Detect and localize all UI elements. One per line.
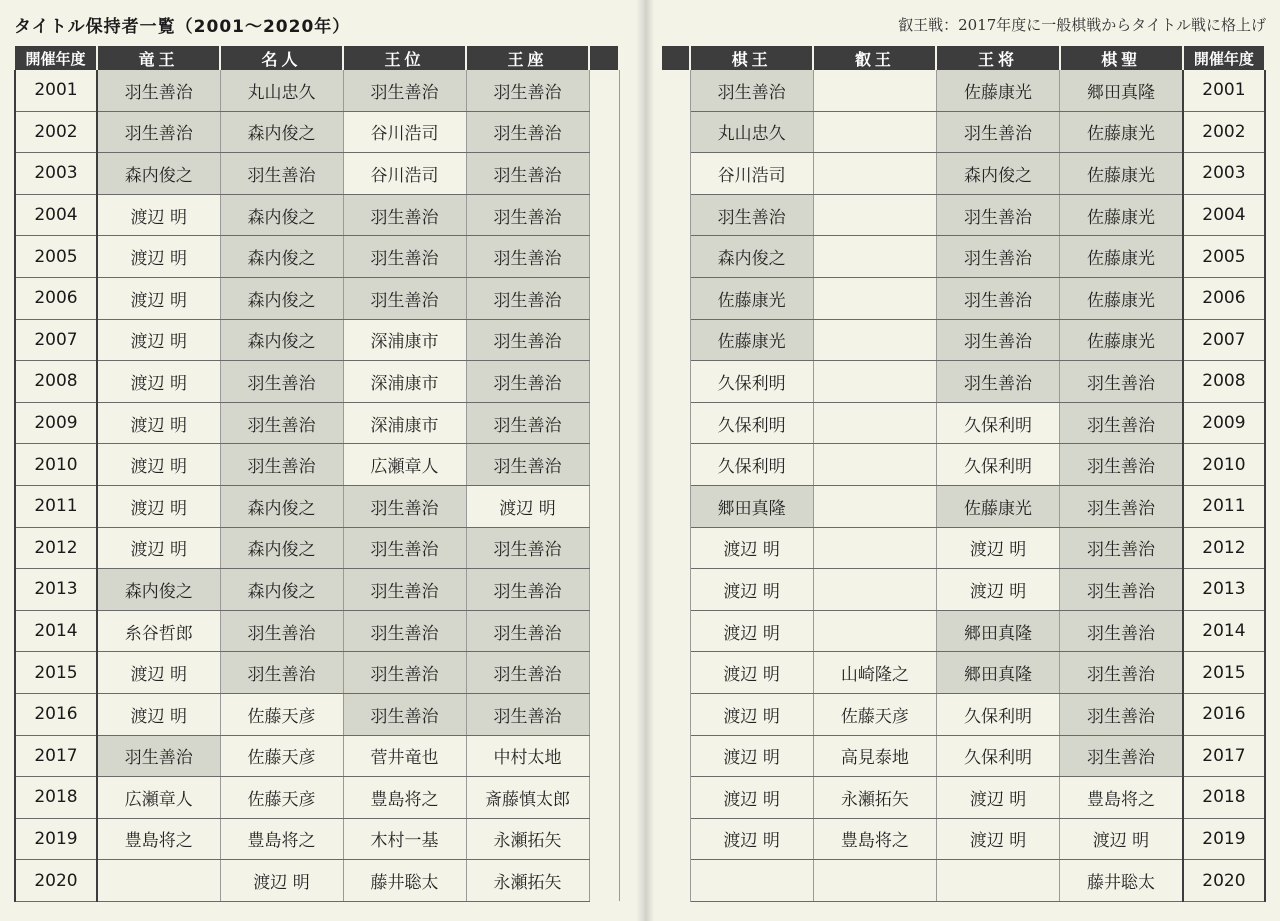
holder-cell: 谷川浩司	[690, 153, 813, 195]
table-row	[662, 194, 1265, 236]
holder-cell: 谷川浩司	[343, 153, 466, 195]
holder-cell: 羽生善治	[220, 652, 343, 694]
holder-cell: 森内俊之	[220, 569, 343, 611]
table-row	[15, 818, 619, 860]
holder-cell: 久保利明	[690, 444, 813, 486]
year-cell: 2004	[1183, 194, 1265, 236]
holder-cell: 斎藤慎太郎	[466, 777, 589, 819]
holder-cell: 森内俊之	[220, 319, 343, 361]
holder-cell: 羽生善治	[343, 70, 466, 111]
holder-cell: 藤井聡太	[343, 860, 466, 902]
holder-cell: 渡辺 明	[690, 652, 813, 694]
holder-cell: 渡辺 明	[1060, 818, 1183, 860]
holder-cell: 糸谷哲郎	[97, 610, 220, 652]
holder-cell: 森内俊之	[97, 153, 220, 195]
title-holders-table-right	[662, 46, 1266, 902]
holder-cell: 羽生善治	[220, 361, 343, 403]
holder-cell	[813, 194, 936, 236]
holder-cell: 羽生善治	[343, 194, 466, 236]
year-cell: 2008	[1183, 361, 1265, 403]
year-cell: 2012	[1183, 527, 1265, 569]
year-cell: 2002	[15, 111, 97, 153]
holder-cell: 森内俊之	[690, 236, 813, 278]
spacer-cell	[662, 111, 690, 153]
header-ouza: 王座	[466, 46, 589, 70]
table-row	[15, 402, 619, 444]
holder-cell: 羽生善治	[690, 70, 813, 111]
holder-cell: 佐藤康光	[936, 70, 1059, 111]
table-row	[662, 402, 1265, 444]
year-cell: 2017	[15, 735, 97, 777]
year-cell: 2009	[1183, 402, 1265, 444]
holder-cell: 佐藤康光	[690, 277, 813, 319]
holder-cell: 菅井竜也	[343, 735, 466, 777]
header-spacer	[589, 46, 619, 70]
holder-cell: 佐藤康光	[1060, 236, 1183, 278]
holder-cell: 羽生善治	[1060, 402, 1183, 444]
table-row	[15, 361, 619, 403]
holder-cell: 佐藤天彦	[220, 735, 343, 777]
holder-cell: 渡辺 明	[220, 860, 343, 902]
spacer-cell	[589, 777, 619, 819]
year-cell: 2013	[1183, 569, 1265, 611]
year-cell: 2015	[1183, 652, 1265, 694]
holder-cell: 渡辺 明	[97, 652, 220, 694]
table-row	[15, 860, 619, 902]
holder-cell: 羽生善治	[220, 402, 343, 444]
holder-cell: 羽生善治	[1060, 610, 1183, 652]
holder-cell: 広瀬章人	[97, 777, 220, 819]
holder-cell: 豊島将之	[220, 818, 343, 860]
year-cell: 2020	[15, 860, 97, 902]
holder-cell: 羽生善治	[1060, 527, 1183, 569]
spacer-cell	[662, 236, 690, 278]
table-row	[662, 777, 1265, 819]
holder-cell: 佐藤康光	[1060, 277, 1183, 319]
table-row	[662, 319, 1265, 361]
table-row	[15, 153, 619, 195]
table-row	[15, 444, 619, 486]
holder-cell: 木村一基	[343, 818, 466, 860]
spacer-cell	[589, 485, 619, 527]
holder-cell	[813, 153, 936, 195]
holder-cell: 羽生善治	[343, 485, 466, 527]
holder-cell: 渡辺 明	[690, 777, 813, 819]
table-row	[15, 652, 619, 694]
holder-cell: 羽生善治	[1060, 569, 1183, 611]
holder-cell: 渡辺 明	[97, 485, 220, 527]
table-row	[15, 236, 619, 278]
holder-cell: 永瀬拓矢	[466, 818, 589, 860]
holder-cell: 佐藤康光	[936, 485, 1059, 527]
holder-cell: 森内俊之	[97, 569, 220, 611]
spacer-cell	[589, 319, 619, 361]
spacer-cell	[662, 569, 690, 611]
holder-cell: 丸山忠久	[220, 70, 343, 111]
holder-cell: 羽生善治	[343, 693, 466, 735]
table-row	[662, 569, 1265, 611]
holder-cell: 羽生善治	[466, 70, 589, 111]
spacer-cell	[662, 735, 690, 777]
year-cell: 2012	[15, 527, 97, 569]
holder-cell: 佐藤康光	[690, 319, 813, 361]
year-cell: 2016	[1183, 693, 1265, 735]
header-year: 開催年度	[1183, 46, 1265, 70]
year-cell: 2005	[15, 236, 97, 278]
holder-cell: 渡辺 明	[97, 277, 220, 319]
header-ryuou: 竜王	[97, 46, 220, 70]
year-cell: 2008	[15, 361, 97, 403]
holder-cell: 羽生善治	[466, 194, 589, 236]
holder-cell: 羽生善治	[936, 236, 1059, 278]
holder-cell: 深浦康市	[343, 361, 466, 403]
table-row	[662, 610, 1265, 652]
header-kisei: 棋聖	[1060, 46, 1183, 70]
holder-cell: 渡辺 明	[690, 693, 813, 735]
holder-cell	[813, 111, 936, 153]
spacer-cell	[589, 402, 619, 444]
holder-cell: 豊島将之	[813, 818, 936, 860]
year-cell: 2007	[15, 319, 97, 361]
holder-cell	[813, 860, 936, 902]
holder-cell	[813, 236, 936, 278]
year-cell: 2010	[15, 444, 97, 486]
year-cell: 2019	[1183, 818, 1265, 860]
table-row	[15, 111, 619, 153]
spacer-cell	[589, 361, 619, 403]
table-row	[662, 70, 1265, 111]
holder-cell: 深浦康市	[343, 402, 466, 444]
title-holders-table-left	[14, 46, 620, 902]
holder-cell: 渡辺 明	[936, 527, 1059, 569]
spacer-cell	[589, 111, 619, 153]
year-cell: 2010	[1183, 444, 1265, 486]
holder-cell: 羽生善治	[220, 610, 343, 652]
holder-cell: 丸山忠久	[690, 111, 813, 153]
spacer-cell	[662, 153, 690, 195]
holder-cell: 羽生善治	[936, 361, 1059, 403]
holder-cell: 森内俊之	[936, 153, 1059, 195]
year-cell: 2005	[1183, 236, 1265, 278]
year-cell: 2017	[1183, 735, 1265, 777]
holder-cell: 羽生善治	[343, 277, 466, 319]
table-row	[662, 361, 1265, 403]
holder-cell: 羽生善治	[466, 569, 589, 611]
holder-cell: 佐藤康光	[1060, 194, 1183, 236]
spacer-cell	[589, 652, 619, 694]
table-row	[662, 860, 1265, 902]
table-row	[662, 652, 1265, 694]
holder-cell: 渡辺 明	[690, 610, 813, 652]
table-row	[662, 693, 1265, 735]
holder-cell: 中村太地	[466, 735, 589, 777]
eiou-note: 叡王戦：2017年度に一般棋戦からタイトル戦に格上げ	[898, 16, 1266, 34]
holder-cell: 森内俊之	[220, 277, 343, 319]
spacer-cell	[662, 777, 690, 819]
holder-cell: 久保利明	[690, 361, 813, 403]
table-row	[15, 693, 619, 735]
holder-cell	[97, 860, 220, 902]
spacer-cell	[589, 236, 619, 278]
header-oui: 王位	[343, 46, 466, 70]
spacer-cell	[589, 70, 619, 111]
holder-cell: 羽生善治	[1060, 485, 1183, 527]
holder-cell: 佐藤康光	[1060, 111, 1183, 153]
table-row	[662, 444, 1265, 486]
holder-cell: 渡辺 明	[97, 693, 220, 735]
header-row	[15, 46, 619, 70]
holder-cell: 渡辺 明	[690, 527, 813, 569]
header-spacer	[662, 46, 690, 70]
holder-cell: 久保利明	[690, 402, 813, 444]
holder-cell: 谷川浩司	[343, 111, 466, 153]
year-cell: 2011	[15, 485, 97, 527]
holder-cell	[813, 485, 936, 527]
holder-cell: 渡辺 明	[690, 735, 813, 777]
holder-cell: 藤井聡太	[1060, 860, 1183, 902]
holder-cell: 佐藤康光	[1060, 153, 1183, 195]
holder-cell: 渡辺 明	[936, 818, 1059, 860]
year-cell: 2014	[1183, 610, 1265, 652]
holder-cell: 羽生善治	[466, 652, 589, 694]
holder-cell: 渡辺 明	[690, 569, 813, 611]
table-row	[15, 527, 619, 569]
year-cell: 2018	[15, 777, 97, 819]
holder-cell: 羽生善治	[936, 194, 1059, 236]
holder-cell: 郷田真隆	[936, 610, 1059, 652]
holder-cell: 羽生善治	[220, 444, 343, 486]
spacer-cell	[662, 361, 690, 403]
table-row	[662, 527, 1265, 569]
year-cell: 2001	[15, 70, 97, 111]
table-row	[662, 735, 1265, 777]
holder-cell	[936, 860, 1059, 902]
year-cell: 2019	[15, 818, 97, 860]
holder-cell: 羽生善治	[466, 527, 589, 569]
holder-cell: 広瀬章人	[343, 444, 466, 486]
year-cell: 2006	[15, 277, 97, 319]
holder-cell	[813, 527, 936, 569]
holder-cell	[813, 319, 936, 361]
table-row	[662, 153, 1265, 195]
header-eiou: 叡王	[813, 46, 936, 70]
holder-cell: 羽生善治	[466, 693, 589, 735]
holder-cell: 高見泰地	[813, 735, 936, 777]
spacer-cell	[662, 652, 690, 694]
spacer-cell	[662, 194, 690, 236]
spacer-cell	[589, 693, 619, 735]
spacer-cell	[589, 818, 619, 860]
holder-cell: 久保利明	[936, 444, 1059, 486]
holder-cell: 久保利明	[936, 402, 1059, 444]
year-cell: 2013	[15, 569, 97, 611]
holder-cell: 渡辺 明	[97, 236, 220, 278]
table-row	[15, 777, 619, 819]
spacer-cell	[589, 569, 619, 611]
table-row	[662, 111, 1265, 153]
header-row	[662, 46, 1265, 70]
spacer-cell	[662, 277, 690, 319]
year-cell: 2015	[15, 652, 97, 694]
holder-cell: 羽生善治	[1060, 735, 1183, 777]
holder-cell: 郷田真隆	[1060, 70, 1183, 111]
holder-cell: 羽生善治	[343, 610, 466, 652]
holder-cell: 久保利明	[936, 693, 1059, 735]
spacer-cell	[589, 860, 619, 902]
holder-cell: 羽生善治	[466, 610, 589, 652]
spacer-cell	[662, 818, 690, 860]
year-cell: 2006	[1183, 277, 1265, 319]
year-cell: 2009	[15, 402, 97, 444]
year-cell: 2016	[15, 693, 97, 735]
holder-cell	[813, 277, 936, 319]
holder-cell: 渡辺 明	[97, 194, 220, 236]
holder-cell: 佐藤天彦	[220, 693, 343, 735]
year-cell: 2014	[15, 610, 97, 652]
table-row	[15, 319, 619, 361]
spacer-cell	[589, 153, 619, 195]
holder-cell	[690, 860, 813, 902]
holder-cell: 羽生善治	[1060, 652, 1183, 694]
holder-cell	[813, 361, 936, 403]
holder-cell: 羽生善治	[466, 444, 589, 486]
holder-cell: 羽生善治	[343, 236, 466, 278]
year-cell: 2020	[1183, 860, 1265, 902]
holder-cell: 羽生善治	[1060, 693, 1183, 735]
table-row	[15, 735, 619, 777]
holder-cell: 永瀬拓矢	[813, 777, 936, 819]
holder-cell: 豊島将之	[343, 777, 466, 819]
spacer-cell	[662, 319, 690, 361]
holder-cell	[813, 402, 936, 444]
holder-cell: 羽生善治	[97, 735, 220, 777]
holder-cell	[813, 444, 936, 486]
table-row	[662, 485, 1265, 527]
spacer-cell	[589, 194, 619, 236]
header-oushou: 王将	[936, 46, 1059, 70]
holder-cell: 森内俊之	[220, 527, 343, 569]
holder-cell: 羽生善治	[466, 402, 589, 444]
holder-cell	[813, 569, 936, 611]
table-row	[15, 569, 619, 611]
table-row	[662, 236, 1265, 278]
header-meijin: 名人	[220, 46, 343, 70]
holder-cell: 森内俊之	[220, 485, 343, 527]
spacer-cell	[662, 402, 690, 444]
holder-cell: 羽生善治	[466, 236, 589, 278]
holder-cell: 渡辺 明	[97, 402, 220, 444]
holder-cell: 渡辺 明	[97, 361, 220, 403]
holder-cell: 佐藤天彦	[220, 777, 343, 819]
holder-cell: 羽生善治	[343, 527, 466, 569]
spacer-cell	[662, 693, 690, 735]
holder-cell: 羽生善治	[466, 111, 589, 153]
spacer-cell	[662, 485, 690, 527]
holder-cell: 羽生善治	[936, 111, 1059, 153]
year-cell: 2004	[15, 194, 97, 236]
holder-cell: 羽生善治	[466, 319, 589, 361]
table-row	[15, 70, 619, 111]
holder-cell: 羽生善治	[466, 361, 589, 403]
holder-cell: 渡辺 明	[97, 527, 220, 569]
table-row	[15, 485, 619, 527]
holder-cell: 羽生善治	[466, 153, 589, 195]
holder-cell: 羽生善治	[1060, 361, 1183, 403]
holder-cell: 羽生善治	[936, 277, 1059, 319]
holder-cell: 佐藤康光	[1060, 319, 1183, 361]
holder-cell: 渡辺 明	[97, 319, 220, 361]
table-row	[662, 818, 1265, 860]
spacer-cell	[662, 444, 690, 486]
holder-cell: 豊島将之	[1060, 777, 1183, 819]
table-row	[15, 277, 619, 319]
holder-cell: 羽生善治	[1060, 444, 1183, 486]
holder-cell: 渡辺 明	[690, 818, 813, 860]
header-year: 開催年度	[15, 46, 97, 70]
holder-cell: 豊島将之	[97, 818, 220, 860]
holder-cell: 森内俊之	[220, 236, 343, 278]
holder-cell: 羽生善治	[97, 70, 220, 111]
spacer-cell	[662, 70, 690, 111]
holder-cell: 羽生善治	[220, 153, 343, 195]
spacer-cell	[662, 527, 690, 569]
spacer-cell	[589, 277, 619, 319]
year-cell: 2003	[1183, 153, 1265, 195]
holder-cell: 永瀬拓矢	[466, 860, 589, 902]
holder-cell: 森内俊之	[220, 194, 343, 236]
year-cell: 2018	[1183, 777, 1265, 819]
holder-cell: 羽生善治	[936, 319, 1059, 361]
year-cell: 2001	[1183, 70, 1265, 111]
spacer-cell	[662, 860, 690, 902]
holder-cell: 羽生善治	[690, 194, 813, 236]
holder-cell: 羽生善治	[97, 111, 220, 153]
year-cell: 2011	[1183, 485, 1265, 527]
page-title: タイトル保持者一覧（2001〜2020年）	[14, 17, 351, 37]
spacer-cell	[589, 735, 619, 777]
holder-cell: 渡辺 明	[466, 485, 589, 527]
holder-cell: 郷田真隆	[936, 652, 1059, 694]
holder-cell: 渡辺 明	[936, 569, 1059, 611]
spacer-cell	[589, 610, 619, 652]
table-row	[15, 194, 619, 236]
holder-cell: 羽生善治	[343, 569, 466, 611]
holder-cell: 羽生善治	[466, 277, 589, 319]
year-cell: 2002	[1183, 111, 1265, 153]
holder-cell: 渡辺 明	[936, 777, 1059, 819]
holder-cell: 郷田真隆	[690, 485, 813, 527]
holder-cell: 久保利明	[936, 735, 1059, 777]
holder-cell	[813, 610, 936, 652]
book-gutter	[636, 0, 654, 921]
holder-cell: 羽生善治	[343, 652, 466, 694]
holder-cell: 深浦康市	[343, 319, 466, 361]
holder-cell	[813, 70, 936, 111]
spacer-cell	[589, 444, 619, 486]
table-row	[662, 277, 1265, 319]
holder-cell: 佐藤天彦	[813, 693, 936, 735]
year-cell: 2007	[1183, 319, 1265, 361]
spacer-cell	[662, 610, 690, 652]
holder-cell: 山崎隆之	[813, 652, 936, 694]
spacer-cell	[589, 527, 619, 569]
year-cell: 2003	[15, 153, 97, 195]
holder-cell: 渡辺 明	[97, 444, 220, 486]
header-kiou: 棋王	[690, 46, 813, 70]
table-row	[15, 610, 619, 652]
holder-cell: 森内俊之	[220, 111, 343, 153]
